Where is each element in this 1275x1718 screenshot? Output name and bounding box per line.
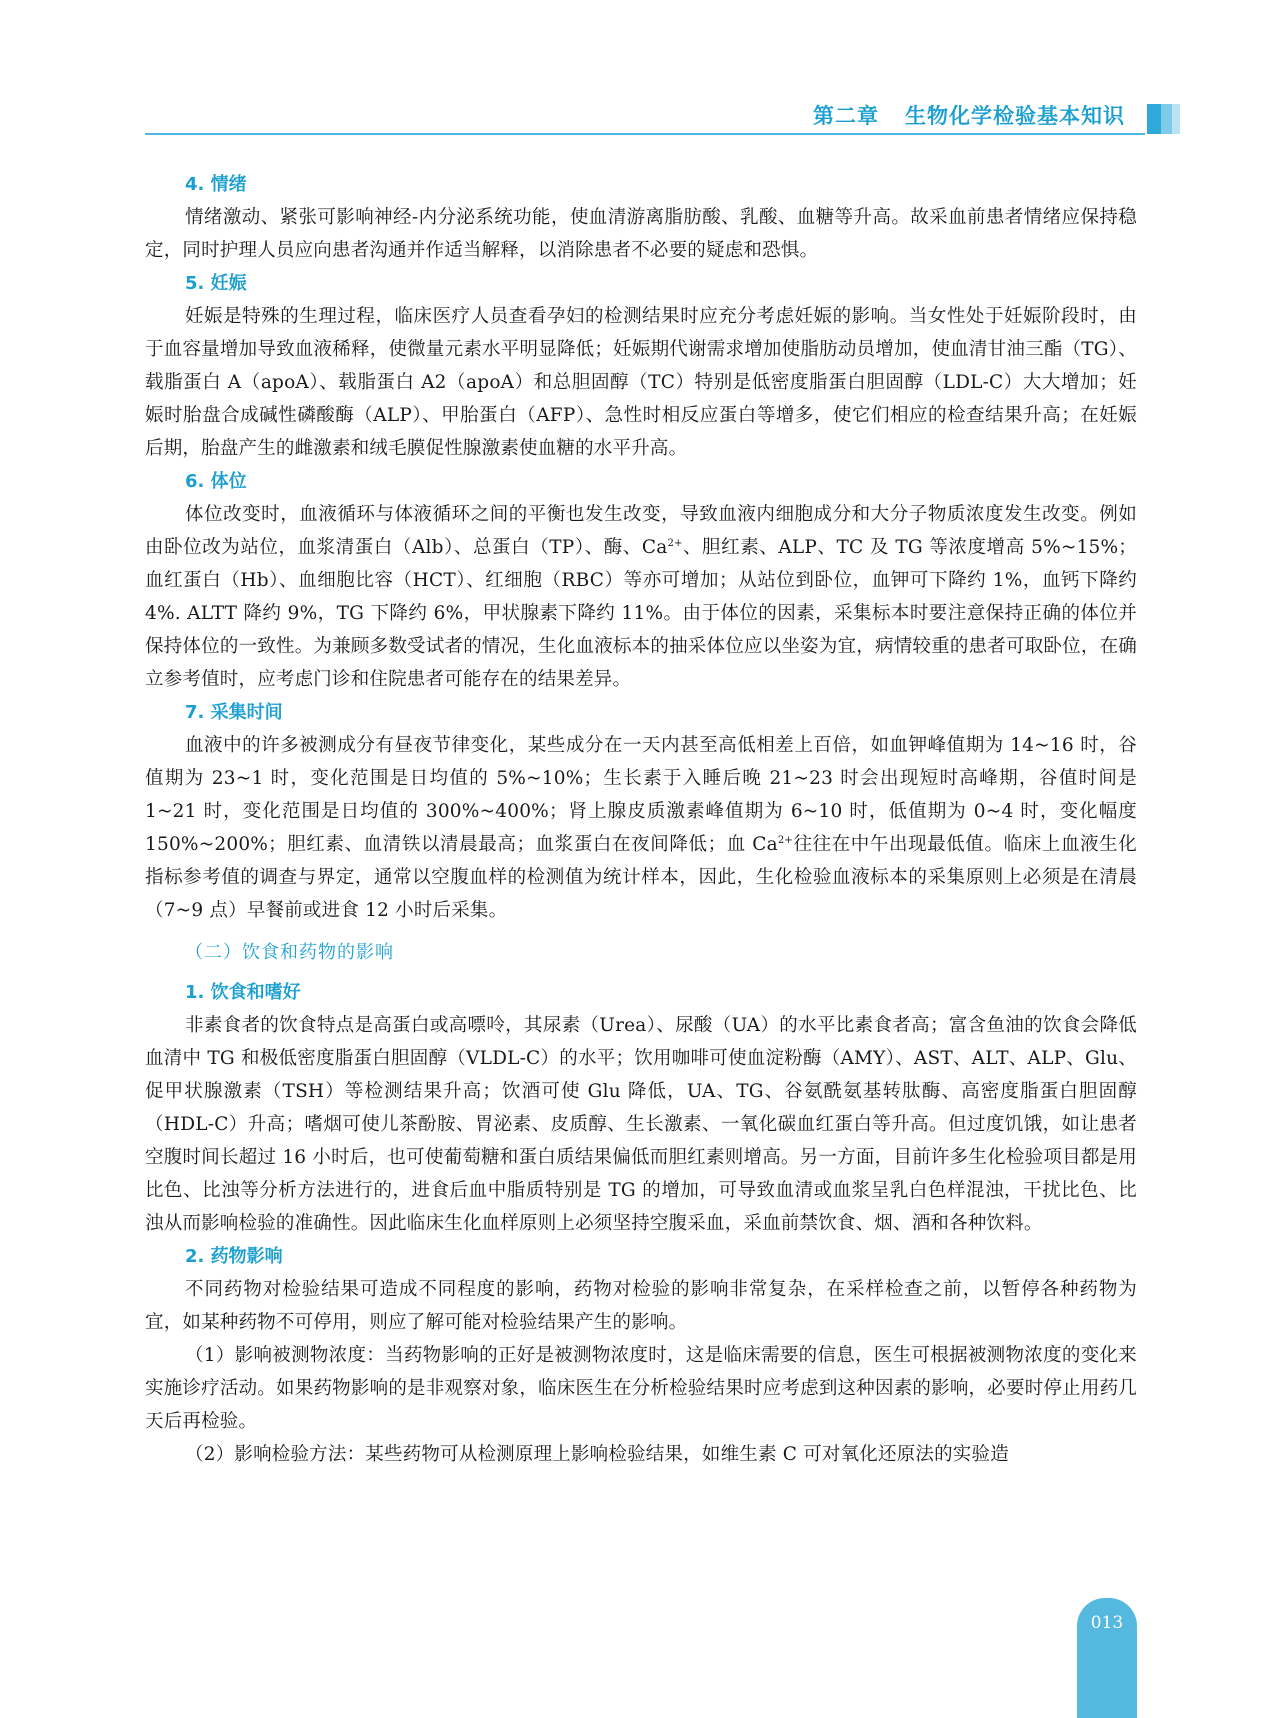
heading-collection-time: 7. 采集时间: [185, 702, 283, 723]
heading-diet: 1. 饮食和嗜好: [185, 982, 301, 1003]
paragraph-emotion: 情绪激动、紧张可影响神经-内分泌系统功能，使血清游离脂肪酸、乳酸、血糖等升高。故采血前患者情绪应保持稳定，同时护理人员应向患者沟通并作适当解释，以消除患者不必要的疑虑和恐惧。: [145, 207, 1137, 261]
paragraph-drugs-2: （2）影响检验方法：某些药物可从检测原理上影响检验结果，如维生素 C 可对氧化还原法的实验造: [185, 1444, 1009, 1465]
page-number: 013: [1090, 1613, 1124, 1633]
paragraph-drugs-intro: 不同药物对检验结果可造成不同程度的影响，药物对检验的影响非常复杂，在采样检查之前，以暂停各种药物为宜，如某种药物不可停用，则应了解可能对检验结果产生的影响。: [145, 1279, 1137, 1333]
heading-pregnancy: 5. 妊娠: [185, 273, 247, 294]
heading-emotion: 4. 情绪: [185, 174, 247, 195]
paragraph-diet: 非素食者的饮食特点是高蛋白或高嘌呤，其尿素（Urea）、尿酸（UA）的水平比素食者高；富含鱼油的饮食会降低血清中 TG 和极低密度脂蛋白胆固醇（VLDL-C）的水平；饮用咖啡可使血淀粉酶（AMY）、AST、ALT、ALP、Glu、促甲状腺激素（TSH）等检测结果升高；饮酒可使 Glu 降低，UA、TG、谷氨酰氨基转肽酶、高密度脂蛋白胆固醇（HDL-C）升高；嗜烟可使儿茶酚胺、胃泌素、皮质醇、生长激素、一氧化碳血红蛋白等升高。但过度饥饿，如让患者空腹时间长超过 16 小时后，也可使葡萄糖和蛋白质结果偏低而胆红素则增高。另一方面，目前许多生化检验项目都是用比色、比浊等分析方法进行的，进食后血中脂质特别是 TG 的增加，可导致血清或血浆呈乳白色样混浊，干扰比色、比浊从而影响检验的准确性。因此临床生化血样原则上必须坚持空腹采血，采血前禁饮食、烟、酒和各种饮料。: [145, 1015, 1137, 1234]
running-header: [813, 100, 1125, 130]
chapter-number: 第二章: [813, 104, 879, 128]
header-color-block: [1147, 104, 1180, 134]
superscript: 2+: [777, 835, 794, 846]
chapter-title: 生物化学检验基本知识: [905, 104, 1125, 128]
heading-posture: 6. 体位: [185, 471, 247, 492]
superscript: 2+: [667, 538, 683, 549]
paragraph-drugs-1: （1）影响被测物浓度：当药物影响的正好是被测物浓度时，这是临床需要的信息，医生可根据被测物浓度的变化来实施诊疗活动。如果药物影响的是非观察对象，临床医生在分析检验结果时应考虑到这种因素的影响，必要时停止用药几天后再检验。: [145, 1345, 1137, 1432]
header-rule: [145, 133, 1145, 135]
page-body: [145, 168, 1137, 1471]
paragraph-collection-time: 血液中的许多被测成分有昼夜节律变化，某些成分在一天内甚至高低相差上百倍，如血钾峰值期为 14~16 时，谷值期为 23~1 时，变化范围是日均值的 5%~10%；生长素于入睡后晚 21~23 时会出现短时高峰期，谷值时间是 1~21 时，变化范围是日均值的 300%~400%；肾上腺皮质激素峰值期为 6~10 时，低值期为 0~4 时，变化幅度 150%~200%；胆红素、血清铁以清晨最高；血浆蛋白在夜间降低；血 $Ca^{2+}$往往在中午出现最低值。临床上血液生化指标参考值的调查与界定，通常以空腹血样的检测值为统计样本，因此，生化检验血液标本的采集原则上必须是在清晨（7~9 点）早餐前或进食 12 小时后采集。: [145, 735, 1137, 921]
paragraph-pregnancy: 妊娠是特殊的生理过程，临床医疗人员查看孕妇的检测结果时应充分考虑妊娠的影响。当女性处于妊娠阶段时，由于血容量增加导致血液稀释，使微量元素水平明显降低；妊娠期代谢需求增加使脂肪动员增加，使血清甘油三酯（TG）、载脂蛋白 A（apoA）、载脂蛋白 A2（apoA）和总胆固醇（TC）特别是低密度脂蛋白胆固醇（LDL-C）大大增加；妊娠时胎盘合成碱性磷酸酶（ALP）、甲胎蛋白（AFP）、急性时相反应蛋白等增多，使它们相应的检查结果升高；在妊娠后期，胎盘产生的雌激素和绒毛膜促性腺激素使血糖的水平升高。: [145, 306, 1137, 459]
heading-drugs: 2. 药物影响: [185, 1246, 283, 1267]
heading-diet-and-drugs: （二）饮食和药物的影响: [185, 942, 394, 963]
paragraph-posture: 体位改变时，血液循环与体液循环之间的平衡也发生改变，导致血液内细胞成分和大分子物质浓度发生改变。例如由卧位改为站位，血浆清蛋白（Alb）、总蛋白（TP）、酶、$Ca^{2+}$、胆红素、ALP、TC 及 TG 等浓度增高 5%~15%；血红蛋白（Hb）、血细胞比容（HCT）、红细胞（RBC）等亦可增加；从站位到卧位，血钾可下降约 1%，血钙下降约 4%. ALTT 降约 9%，TG 下降约 6%，甲状腺素下降约 11%。由于体位的因素，采集标本时要注意保持正确的体位并保持体位的一致性。为兼顾多数受试者的情况，生化血液标本的抽采体位应以坐姿为宜，病情较重的患者可取卧位，在确立参考值时，应考虑门诊和住院患者可能存在的结果差异。: [145, 504, 1137, 690]
